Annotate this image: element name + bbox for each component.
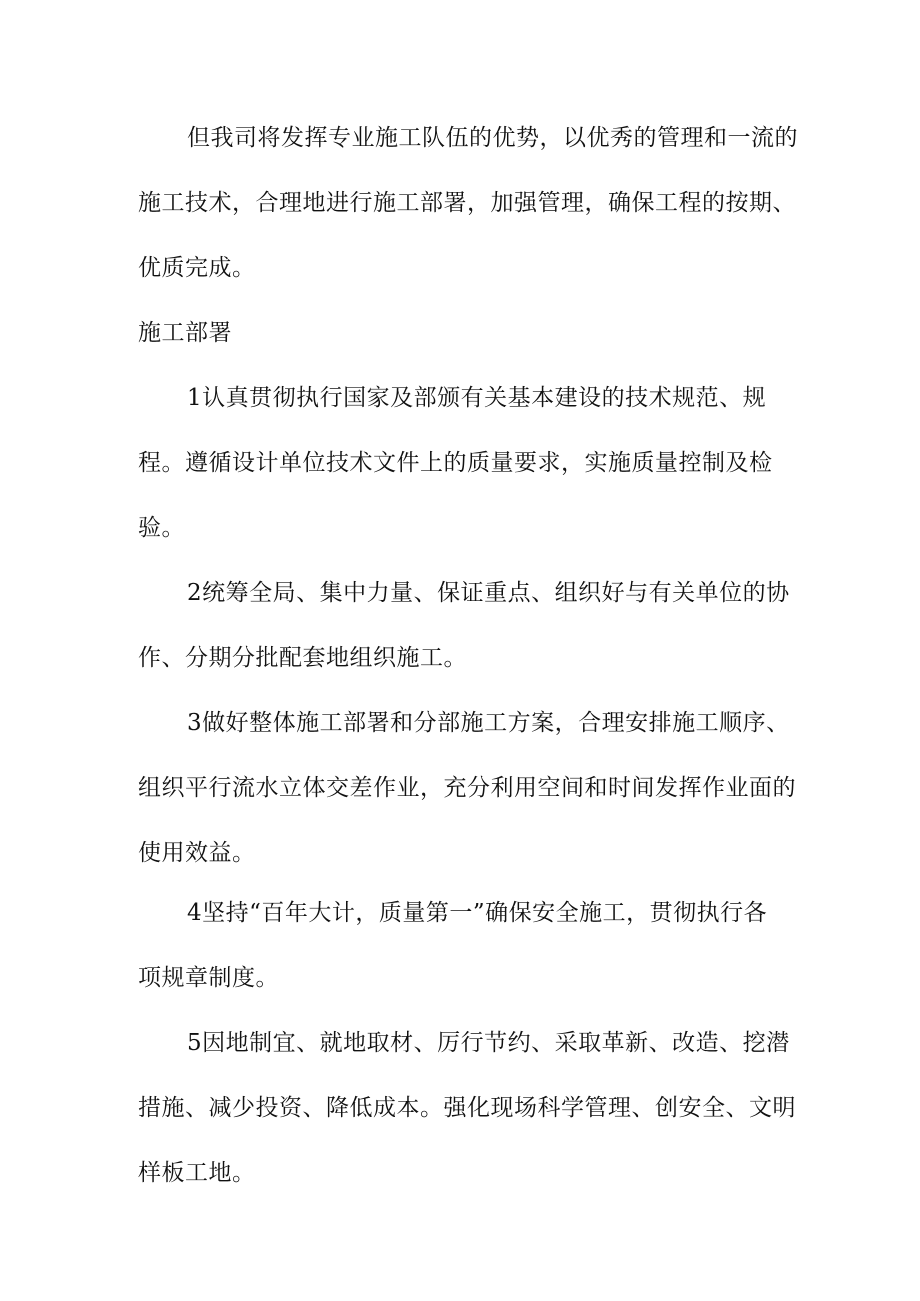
item-1-line-2: 程。遵循设计单位技术文件上的质量要求，实施质量控制及检: [138, 450, 773, 476]
section-heading: 施工部署: [138, 320, 232, 346]
intro-line-1: 但我司将发挥专业施工队伍的优势，以优秀的管理和一流的: [187, 125, 798, 151]
item-5-line-1: 5因地制宜、就地取材、厉行节约、采取革新、改造、挖潜: [187, 1030, 790, 1056]
item-1-line-1: 1认真贯彻执行国家及部颁有关基本建设的技术规范、规: [187, 385, 767, 411]
item-5-line-3: 样板工地。: [138, 1160, 256, 1186]
item-2-line-1: 2统筹全局、集中力量、保证重点、组织好与有关单位的协: [187, 580, 790, 606]
item-3-line-3: 使用效益。: [138, 840, 256, 866]
item-4-line-2: 项规章制度。: [138, 965, 279, 991]
item-3-line-2: 组织平行流水立体交差作业，充分利用空间和时间发挥作业面的: [138, 775, 796, 801]
intro-line-2: 施工技术，合理地进行施工部署，加强管理，确保工程的按期、: [138, 190, 796, 216]
item-4-line-1: 4坚持“百年大计，质量第一”确保安全施工，贯彻执行各: [187, 900, 768, 926]
intro-line-3: 优质完成。: [138, 255, 256, 281]
item-2-line-2: 作、分期分批配套地组织施工。: [138, 645, 467, 671]
item-5-line-2: 措施、减少投资、降低成本。强化现场科学管理、创安全、文明: [138, 1095, 796, 1121]
item-1-line-3: 验。: [138, 515, 185, 541]
item-3-line-1: 3做好整体施工部署和分部施工方案，合理安排施工顺序、: [187, 710, 790, 736]
